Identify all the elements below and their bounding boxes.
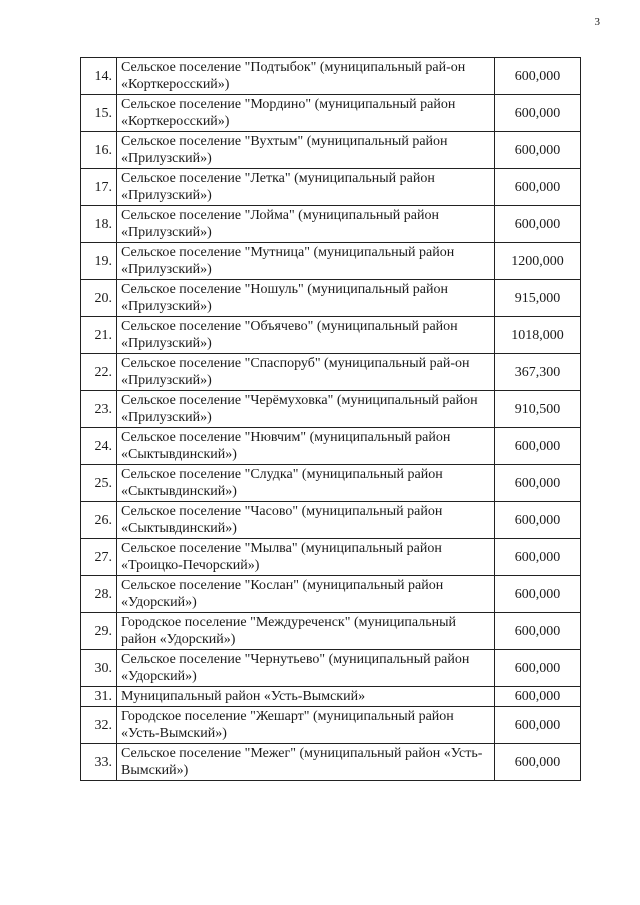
settlement-name: Сельское поселение "Чернутьево" (муниципальный район «Удорский») [117, 650, 495, 687]
allocation-amount: 600,000 [495, 539, 581, 576]
allocation-amount: 600,000 [495, 169, 581, 206]
settlement-name: Сельское поселение "Кослан" (муниципальный район «Удорский») [117, 576, 495, 613]
row-number: 16. [81, 132, 117, 169]
table-row [81, 465, 581, 502]
table-row [81, 687, 581, 707]
row-number: 30. [81, 650, 117, 687]
table-row [81, 280, 581, 317]
settlement-name: Сельское поселение "Летка" (муниципальный район «Прилузский») [117, 169, 495, 206]
allocation-table-container [80, 57, 580, 781]
allocation-table-body [81, 58, 581, 781]
settlement-name: Сельское поселение "Слудка" (муниципальный район «Сыктывдинский») [117, 465, 495, 502]
table-row [81, 58, 581, 95]
row-number: 24. [81, 428, 117, 465]
allocation-amount: 600,000 [495, 58, 581, 95]
allocation-amount: 600,000 [495, 744, 581, 781]
row-number: 14. [81, 58, 117, 95]
settlement-name: Сельское поселение "Спаспоруб" (муниципальный рай-он «Прилузский») [117, 354, 495, 391]
allocation-amount: 600,000 [495, 687, 581, 707]
allocation-amount: 600,000 [495, 502, 581, 539]
row-number: 23. [81, 391, 117, 428]
allocation-amount: 600,000 [495, 428, 581, 465]
settlement-name: Сельское поселение "Черёмуховка" (муниципальный район «Прилузский») [117, 391, 495, 428]
table-row [81, 206, 581, 243]
allocation-amount: 600,000 [495, 132, 581, 169]
allocation-table [80, 57, 581, 781]
allocation-amount: 600,000 [495, 465, 581, 502]
settlement-name: Сельское поселение "Вухтым" (муниципальный район «Прилузский») [117, 132, 495, 169]
table-row [81, 539, 581, 576]
table-row [81, 576, 581, 613]
row-number: 27. [81, 539, 117, 576]
table-row [81, 317, 581, 354]
table-row [81, 502, 581, 539]
table-row [81, 354, 581, 391]
row-number: 18. [81, 206, 117, 243]
settlement-name: Муниципальный район «Усть-Вымский» [117, 687, 495, 707]
table-row [81, 243, 581, 280]
settlement-name: Сельское поселение "Объячево" (муниципальный район «Прилузский») [117, 317, 495, 354]
row-number: 19. [81, 243, 117, 280]
row-number: 22. [81, 354, 117, 391]
table-row [81, 650, 581, 687]
row-number: 28. [81, 576, 117, 613]
allocation-amount: 600,000 [495, 206, 581, 243]
table-row [81, 95, 581, 132]
settlement-name: Сельское поселение "Ношуль" (муниципальный район «Прилузский») [117, 280, 495, 317]
allocation-amount: 910,500 [495, 391, 581, 428]
row-number: 25. [81, 465, 117, 502]
allocation-amount: 1200,000 [495, 243, 581, 280]
settlement-name: Сельское поселение "Межег" (муниципальный район «Усть-Вымский») [117, 744, 495, 781]
settlement-name: Городское поселение "Междуреченск" (муниципальный район «Удорский») [117, 613, 495, 650]
table-row [81, 744, 581, 781]
row-number: 26. [81, 502, 117, 539]
settlement-name: Сельское поселение "Мылва" (муниципальный район «Троицко-Печорский») [117, 539, 495, 576]
allocation-amount: 1018,000 [495, 317, 581, 354]
settlement-name: Сельское поселение "Часово" (муниципальный район «Сыктывдинский») [117, 502, 495, 539]
settlement-name: Сельское поселение "Мутница" (муниципальный район «Прилузский») [117, 243, 495, 280]
settlement-name: Сельское поселение "Нювчим" (муниципальный район «Сыктывдинский») [117, 428, 495, 465]
allocation-amount: 600,000 [495, 613, 581, 650]
page-number: 3 [594, 16, 600, 28]
table-row [81, 132, 581, 169]
settlement-name: Сельское поселение "Подтыбок" (муниципальный рай-он «Корткеросский») [117, 58, 495, 95]
row-number: 33. [81, 744, 117, 781]
allocation-amount: 600,000 [495, 576, 581, 613]
row-number: 20. [81, 280, 117, 317]
row-number: 32. [81, 707, 117, 744]
settlement-name: Городское поселение "Жешарт" (муниципальный район «Усть-Вымский») [117, 707, 495, 744]
row-number: 29. [81, 613, 117, 650]
allocation-amount: 600,000 [495, 95, 581, 132]
table-row [81, 613, 581, 650]
row-number: 21. [81, 317, 117, 354]
allocation-amount: 367,300 [495, 354, 581, 391]
settlement-name: Сельское поселение "Лойма" (муниципальный район «Прилузский») [117, 206, 495, 243]
allocation-amount: 600,000 [495, 650, 581, 687]
table-row [81, 169, 581, 206]
allocation-amount: 915,000 [495, 280, 581, 317]
row-number: 31. [81, 687, 117, 707]
table-row [81, 391, 581, 428]
table-row [81, 428, 581, 465]
allocation-amount: 600,000 [495, 707, 581, 744]
table-row [81, 707, 581, 744]
row-number: 17. [81, 169, 117, 206]
settlement-name: Сельское поселение "Мордино" (муниципальный район «Корткеросский») [117, 95, 495, 132]
row-number: 15. [81, 95, 117, 132]
